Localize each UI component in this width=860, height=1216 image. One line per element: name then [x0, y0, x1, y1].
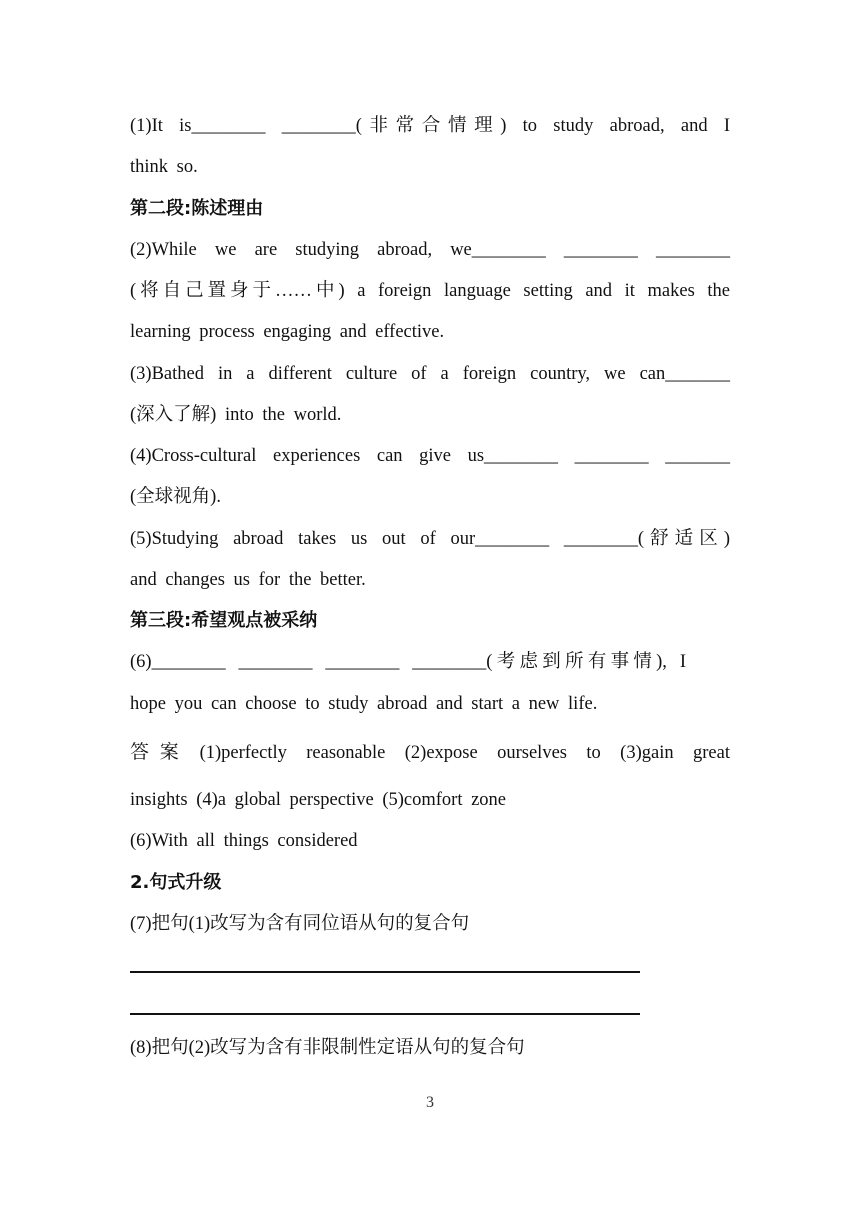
answer-blank-line-1	[130, 971, 640, 973]
sentence-5-line-2: and changes us for the better.	[130, 570, 366, 590]
section-heading-3: 第三段:希望观点被采纳	[130, 610, 318, 631]
sentence-4-line-2: (全球视角).	[130, 487, 221, 507]
page-number: 3	[426, 1094, 434, 1111]
answer-line-2: insights (4)a global perspective (5)comfort zone	[130, 790, 507, 810]
answer-line-1	[130, 740, 730, 765]
sentence-2-line-2: (将自己置身于……中) a foreign language setting and it makes the	[130, 281, 730, 301]
sentence-5-line-1: (5)Studying abroad takes us out of our________ ________(舒适区)	[130, 529, 730, 549]
sentence-2-line-3: learning process engaging and effective.	[130, 322, 445, 342]
answer-text-1: (1)perfectly reasonable (2)expose ourselves to (3)gain great	[199, 743, 730, 763]
section-heading-2: 第二段:陈述理由	[130, 198, 264, 219]
sentence-4-line-1: (4)Cross-cultural experiences can give us________ ________ _______	[130, 446, 730, 466]
task-8: (8)把句(2)改写为含有非限制性定语从句的复合句	[130, 1038, 525, 1058]
answer-label: 答案	[130, 741, 190, 763]
sentence-3-line-2: (深入了解) into the world.	[130, 405, 342, 425]
sentence-1-line-2: think so.	[130, 157, 198, 177]
sentence-2-line-1: (2)While we are studying abroad, we________ ________ ________	[130, 240, 730, 260]
answer-blank-line-2	[130, 1013, 640, 1015]
task-7: (7)把句(1)改写为含有同位语从句的复合句	[130, 914, 470, 934]
section-heading-upgrade: 2.句式升级	[130, 872, 222, 893]
sentence-3-line-1: (3)Bathed in a different culture of a foreign country, we can_______	[130, 364, 730, 384]
sentence-1-line-1: (1)It is________ ________(非常合情理) to study abroad, and I	[130, 116, 730, 136]
answer-line-3: (6)With all things considered	[130, 831, 358, 851]
sentence-6-line-1: (6)________ ________ ________ ________(考虑到所有事情), I	[130, 652, 686, 672]
sentence-6-line-2: hope you can choose to study abroad and start a new life.	[130, 694, 598, 714]
